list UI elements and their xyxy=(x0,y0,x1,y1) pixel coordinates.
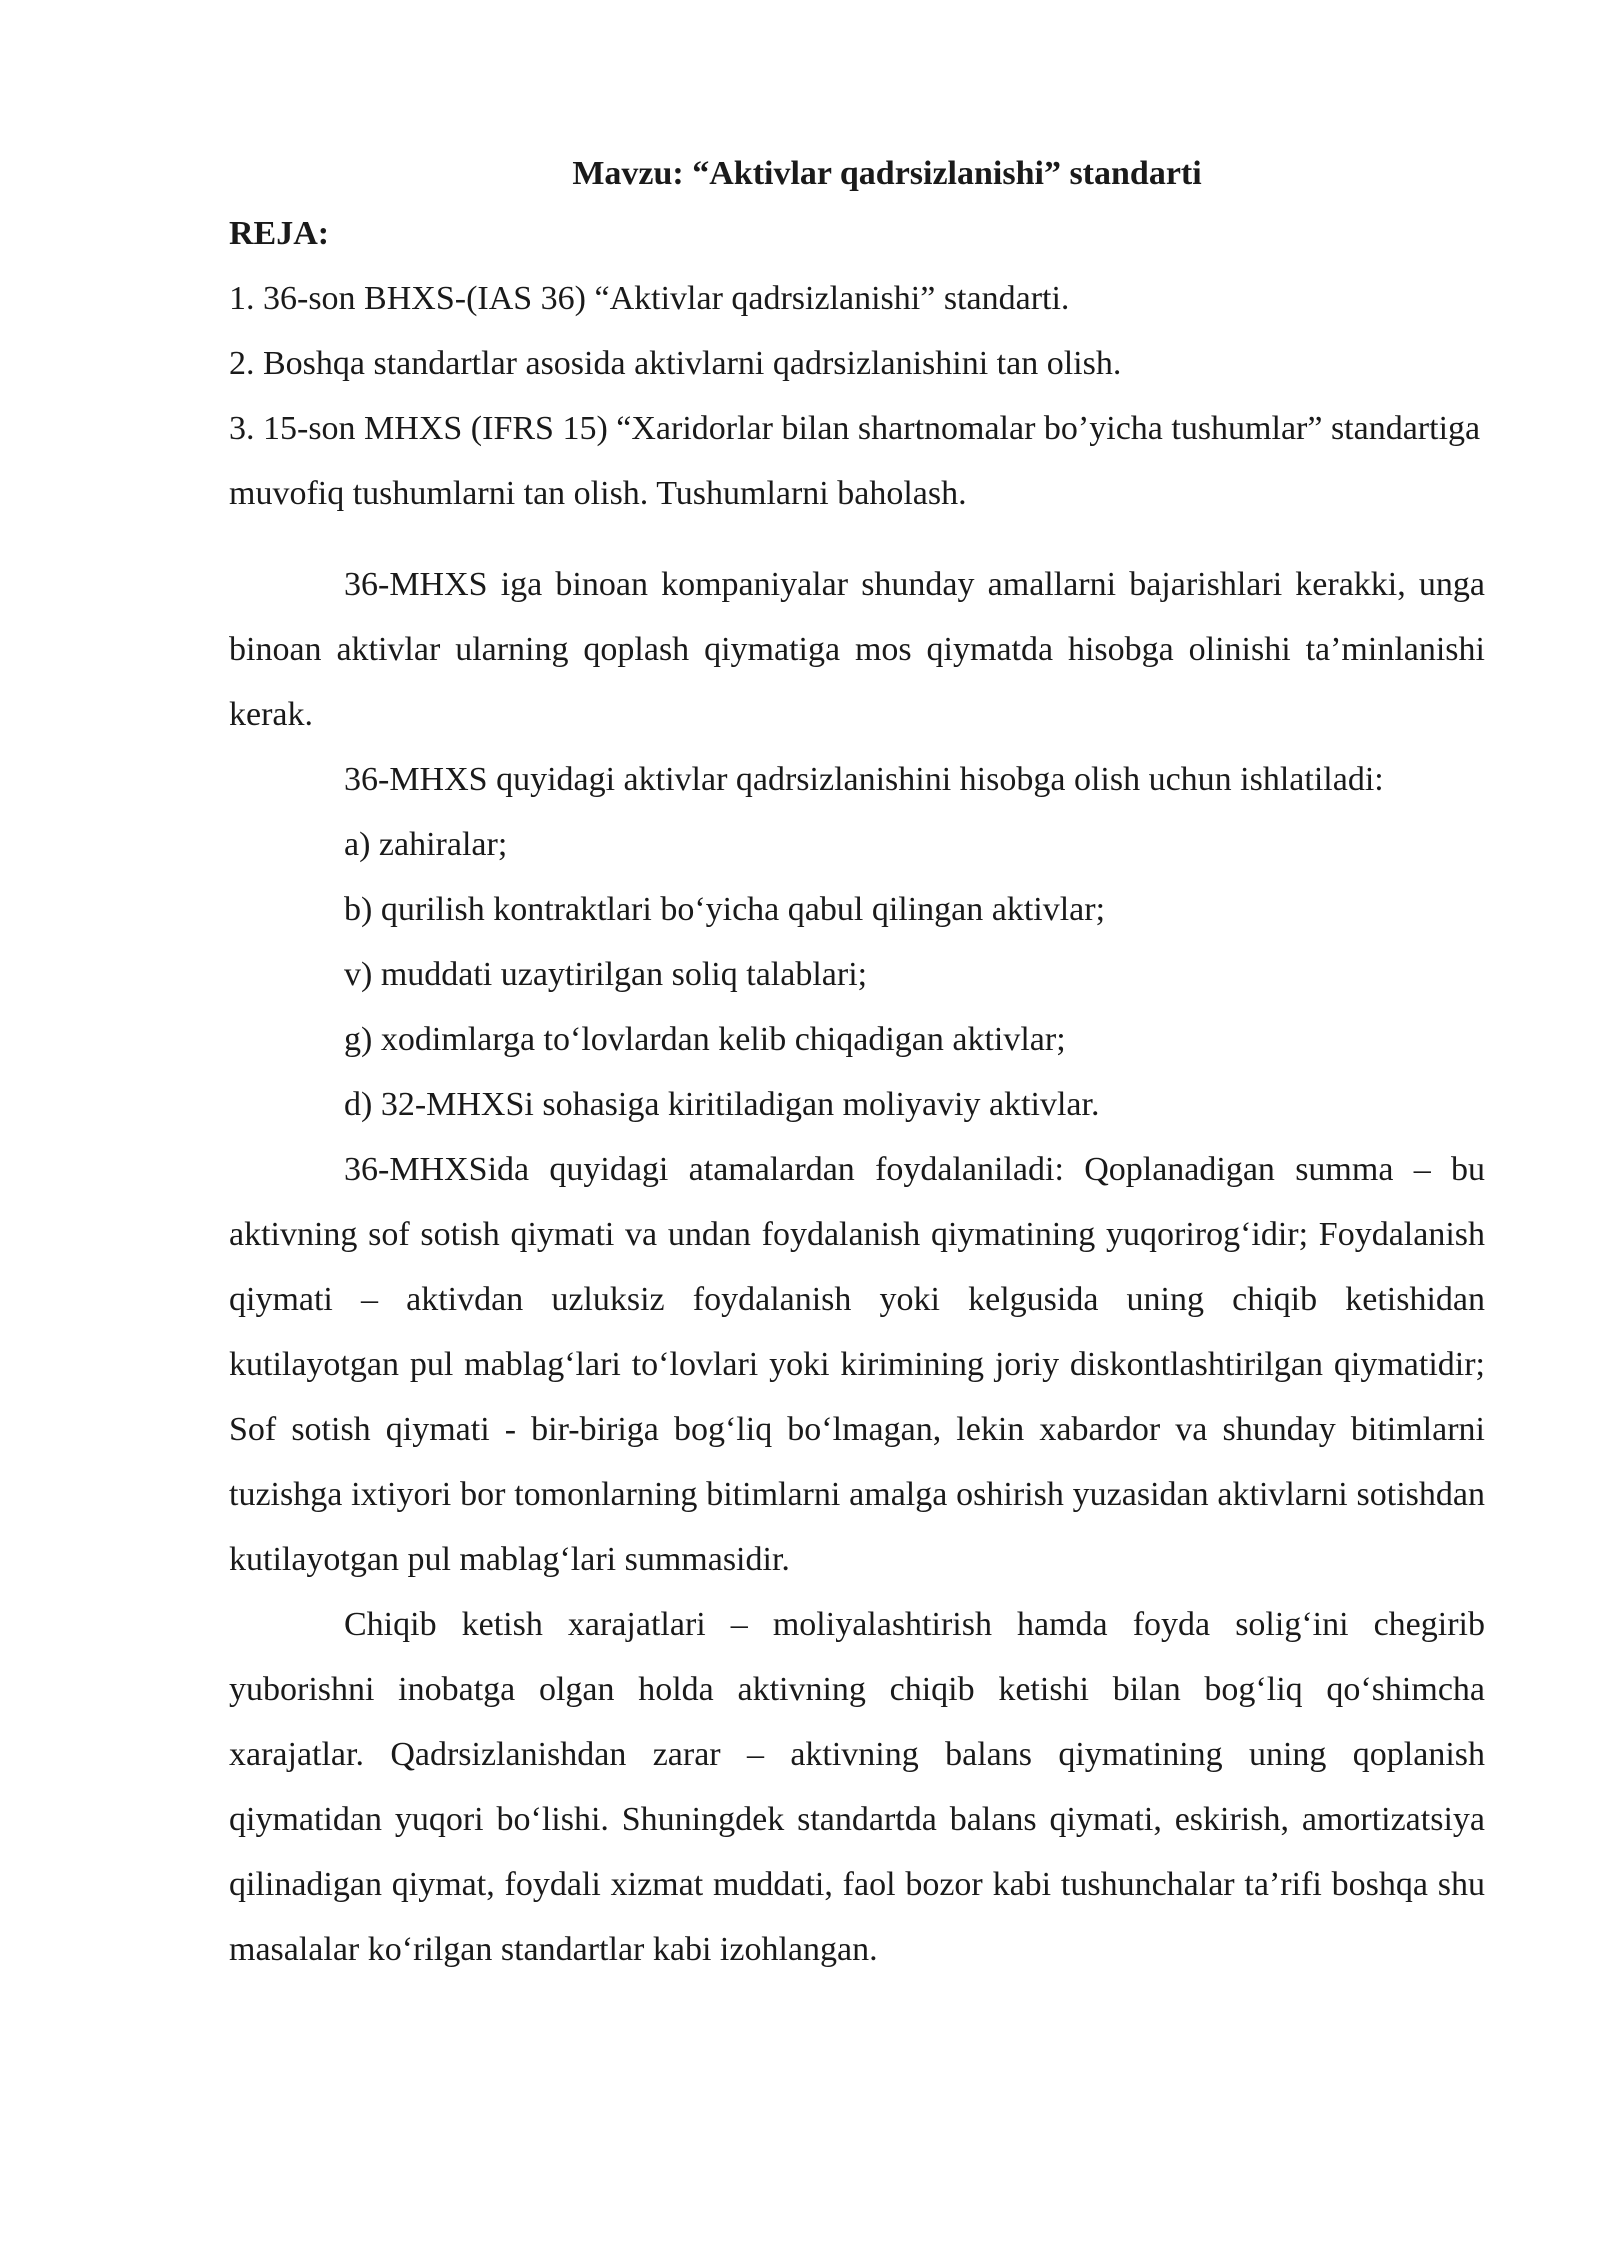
plan-item-1: 1. 36-son BHXS-(IAS 36) “Aktivlar qadrsizlanishi” standarti. xyxy=(229,280,1070,317)
list-item-b: b) qurilish kontraktlari bo‘yicha qabul qilingan aktivlar; xyxy=(344,891,1106,928)
document-body xyxy=(229,148,1485,1982)
document-title: Mavzu: “Aktivlar qadrsizlanishi” standarti xyxy=(572,155,1202,192)
plan-item-2: 2. Boshqa standartlar asosida aktivlarni qadrsizlanishini tan olish. xyxy=(229,345,1122,382)
paragraph-1: 36-MHXS iga binoan kompaniyalar shunday amallarni bajarishlari kerakki, unga binoan aktivlar ularning qoplash qiymatiga mos qiymatda hisobga olinishi ta’minlanishi kerak. xyxy=(229,566,1485,733)
list-intro: 36-MHXS quyidagi aktivlar qadrsizlanishini hisobga olish uchun ishlatiladi: xyxy=(344,761,1384,798)
list-item-a: a) zahiralar; xyxy=(344,826,508,863)
plan-item-3: 3. 15-son MHXS (IFRS 15) “Xaridorlar bilan shartnomalar bo’yicha tushumlar” standartiga muvofiq tushumlarni tan olish. Tushumlarni baholash. xyxy=(229,410,1481,512)
list-item-g: g) xodimlarga to‘lovlardan kelib chiqadigan aktivlar; xyxy=(344,1021,1066,1058)
section-spacer xyxy=(229,526,1485,552)
paragraph-2: 36-MHXSida quyidagi atamalardan foydalaniladi: Qoplanadigan summa – bu aktivning sof sotish qiymati va undan foydalanish qiymatining yuqorirog‘idir; Foydalanish qiymati – aktivdan uzluksiz foydalanish yoki kelgusida uning chiqib ketishidan kutilayotgan pul mablag‘lari to‘lovlari yoki kirimining joriy diskontlashtirilgan qiymatidir; Sof sotish qiymati - bir-biriga bog‘liq bo‘lmagan, lekin xabardor va shunday bitimlarni tuzishga ixtiyori bor tomonlarning bitimlarni amalga oshirish yuzasidan aktivlarni sotishdan kutilayotgan pul mablag‘lari summasidir. xyxy=(229,1151,1485,1578)
list-item-v: v) muddati uzaytirilgan soliq talablari; xyxy=(344,956,868,993)
list-item-d: d) 32-MHXSi sohasiga kiritiladigan moliyaviy aktivlar. xyxy=(344,1086,1100,1123)
plan-heading: REJA: xyxy=(229,215,330,252)
paragraph-3: Chiqib ketish xarajatlari – moliyalashtirish hamda foyda solig‘ini chegirib yuborishni inobatga olgan holda aktivning chiqib ketishi bilan bog‘liq qo‘shimcha xarajatlar. Qadrsizlanishdan zarar – aktivning balans qiymatining uning qoplanish qiymatidan yuqori bo‘lishi. Shuningdek standartda balans qiymati, eskirish, amortizatsiya qilinadigan qiymat, foydali xizmat muddati, faol bozor kabi tushunchalar ta’rifi boshqa shu masalalar ko‘rilgan standartlar kabi izohlangan. xyxy=(229,1606,1485,1968)
